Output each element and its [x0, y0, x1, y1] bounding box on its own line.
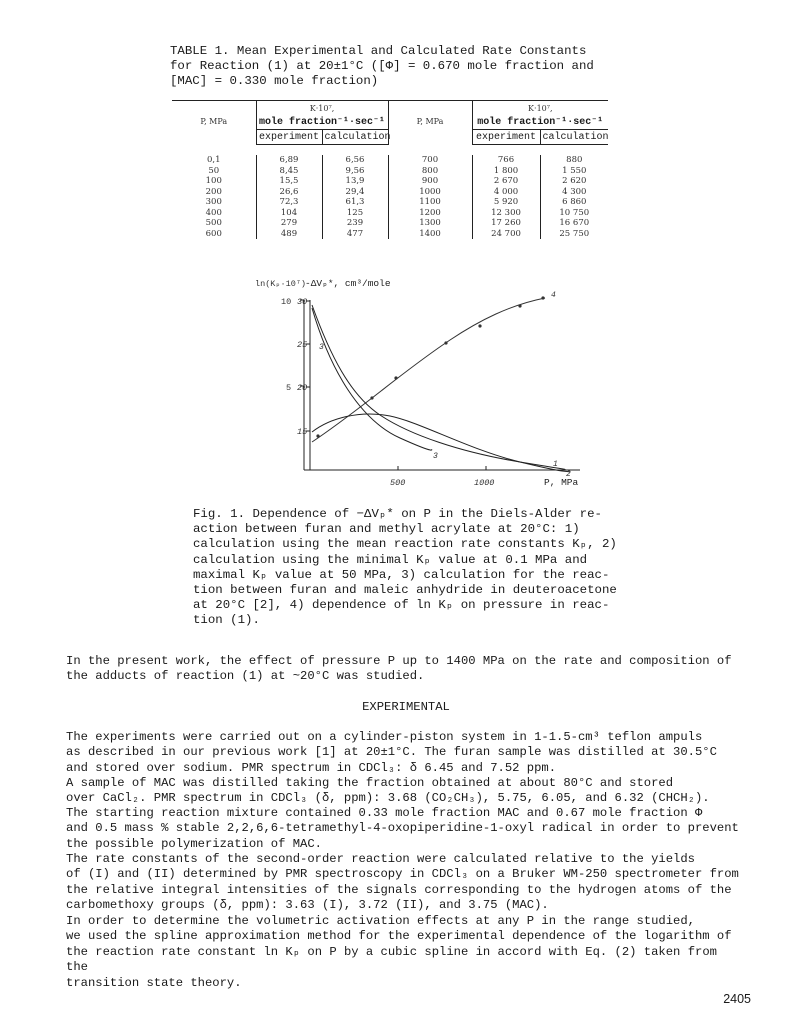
table-row: 200 26,6 29,4 1000 4 000 4 300 [172, 187, 608, 198]
table-caption: TABLE 1. Mean Experimental and Calculated Rate Constants for Reaction (1) at 20±1°C ([Φ] = 0.670 mole fraction and [MAC] = 0.330 mole fraction) [170, 44, 594, 88]
table-row: 400 104 125 1200 12 300 10 750 [172, 208, 608, 219]
curve-label: 1 [553, 460, 558, 469]
header-experiment-left: experiment [256, 130, 322, 145]
intro-paragraph: In the present work, the effect of pressure P up to 1400 MPa on the rate and composition of the adducts of reaction (1) at ~20°C was studied. [66, 654, 732, 684]
figure-caption: Fig. 1. Dependence of −ΔVₚ* on P in the Diels-Alder re- action between furan and methyl acrylate at 20°C: 1) calculation using the mean reaction rate constants Kₚ, 2) calculation using the minimal Kₚ value at 0.1 MPa and maximal Kₚ value at 50 MPa, 3) calculation for the reac- tion between furan and maleic anhydride in deuteroacetone at 20°C [2], 4) dependence of ln Kₚ on pressure in reac- tion (1). [193, 507, 617, 628]
y-left-tick-label: 5 [286, 383, 292, 393]
y-right-tick-label: 15 [297, 427, 308, 437]
header-p-right: P, MPa [388, 101, 472, 145]
header-k-group-right: K·10⁷, [472, 101, 608, 116]
header-calculation-left: calculation [322, 130, 388, 145]
table-row: 50 8,45 9,56 800 1 800 1 550 [172, 166, 608, 177]
y-right-tick-label: 20 [297, 383, 308, 393]
x-axis-label: P, MPa [544, 477, 579, 488]
curve-3 [312, 308, 432, 450]
data-point [541, 296, 544, 299]
right-axis-label: -ΔVₚ*, cm³/mole [305, 278, 391, 289]
paragraph: A sample of MAC was distilled taking the fraction obtained at about 80°C and stored over CaCl₂. PMR spectrum in CDCl₃ (δ, ppm): 3.68 (CO₂CH₃), 5.75, 6.05, and 6.32 (CHCH₂). [66, 776, 710, 806]
curve-4-ln-kp [312, 298, 545, 442]
table-row: 600 489 477 1400 24 700 25 750 [172, 229, 608, 240]
header-experiment-right: experiment [472, 130, 540, 145]
curve-1 [312, 305, 566, 470]
table-row: 100 15,5 13,9 900 2 670 2 620 [172, 176, 608, 187]
x-tick-label: 500 [390, 478, 406, 488]
curve-label: 2 [566, 470, 571, 479]
data-point [370, 396, 373, 399]
header-k-group-left: K·10⁷, [256, 101, 388, 116]
x-tick-label: 1000 [474, 478, 495, 488]
data-point [316, 434, 319, 437]
section-heading: EXPERIMENTAL [362, 700, 450, 714]
data-point [394, 376, 397, 379]
header-calculation-right: calculation [540, 130, 608, 145]
curve-label: 3 [319, 343, 324, 352]
left-axis-label: ln(Kₚ·10⁷) [255, 279, 307, 289]
curve-label: 3 [433, 452, 438, 461]
header-units-right: mole fraction⁻¹·sec⁻¹ [472, 115, 608, 130]
header-units-left: mole fraction⁻¹·sec⁻¹ [256, 115, 388, 130]
data-point [444, 341, 447, 344]
data-point [518, 304, 521, 307]
paragraph: In order to determine the volumetric activation effects at any P in the range studied, we used the spline approximation method for the experimental dependence of the logarithm of the reaction rate constant ln Kₚ on P by a cubic spline in accord with Eq. (2) taken from the transition state theory. [66, 914, 732, 990]
table-row: 300 72,3 61,3 1100 5 920 6 860 [172, 197, 608, 208]
paragraph: The starting reaction mixture contained 0.33 mole fraction MAC and 0.67 mole fraction Φ and 0.5 mass % stable 2,2,6,6-tetramethyl-4-oxopiperidine-1-oxyl radical in order to prevent the possible polymerization of MAC. [66, 806, 739, 851]
y-right-tick-label: 30 [297, 297, 308, 307]
table-row: 0,1 6,89 6,56 700 766 880 [172, 155, 608, 166]
header-p-left: P, MPa [172, 101, 256, 145]
curve-label: 4 [551, 291, 556, 300]
page-number: 2405 [723, 992, 751, 1006]
paragraph: The experiments were carried out on a cylinder-piston system in 1-1.5-cm³ teflon ampuls as described in our previous work [1] at 20±1°C. The furan sample was distilled at 30.5°C and stored over sodium. PMR spectrum in CDCl₃: δ 6.45 and 7.52 ppm. [66, 730, 717, 775]
table-row: 500 279 239 1300 17 260 16 670 [172, 218, 608, 229]
y-right-tick-label: 25 [297, 340, 308, 350]
y-left-tick-label: 10 [281, 297, 292, 307]
data-point [478, 324, 481, 327]
figure-1-plot [0, 0, 807, 500]
paragraph: The rate constants of the second-order reaction were calculated relative to the yields of (I) and (II) determined by PMR spectroscopy in CDCl₃ on a Bruker WM-250 spectrometer from the relative integral intensities of the signals corresponding to the hydrogen atoms of the carbomethoxy groups (δ, ppm): 3.63 (I), 3.72 (II), and 3.75 (MAC). [66, 852, 739, 913]
